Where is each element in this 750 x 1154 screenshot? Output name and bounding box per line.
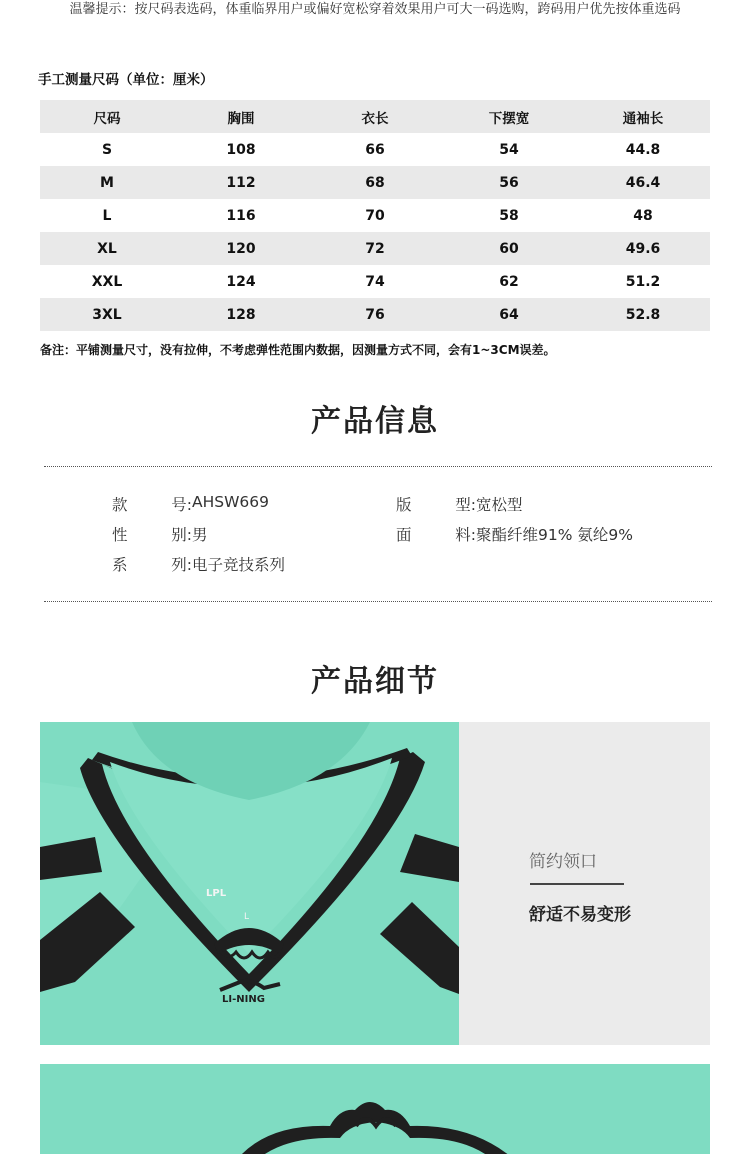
size-label: L <box>244 912 250 922</box>
info-key: 别: <box>171 526 192 544</box>
info-key: 款 <box>112 496 128 514</box>
table-row <box>40 199 710 232</box>
info-value: AHSW669 <box>192 493 270 511</box>
info-key: 系 <box>112 556 128 574</box>
table-cell: 44.8 <box>625 141 661 158</box>
table-cell: 60 <box>499 240 519 257</box>
info-fabric <box>396 523 633 545</box>
size-tip: 温馨提示：按尺码表选码，体重临界用户或偏好宽松穿着效果用户可大一码选购，跨码用户优先按体重选码 <box>69 2 681 17</box>
info-key: 料: <box>455 526 476 544</box>
feature-desc: 舒适不易变形 <box>529 905 631 925</box>
table-cell: 68 <box>365 174 385 191</box>
info-key: 性 <box>112 526 128 544</box>
table-row <box>40 298 710 331</box>
table-cell: 76 <box>365 306 385 323</box>
product-detail-title: 产品细节 <box>311 664 439 699</box>
table-cell: 116 <box>226 207 256 224</box>
table-cell: 48 <box>633 207 653 224</box>
table-cell: 120 <box>226 240 256 257</box>
info-gender <box>112 523 208 545</box>
table-cell: S <box>101 141 113 158</box>
info-value: 电子竞技系列 <box>192 556 286 574</box>
table-cell: 128 <box>226 306 256 323</box>
table-cell: 3XL <box>92 306 122 323</box>
table-cell: 124 <box>226 273 256 290</box>
size-table <box>40 100 710 331</box>
info-key: 型: <box>455 496 476 514</box>
product-info-title: 产品信息 <box>311 404 439 439</box>
table-cell: 54 <box>499 141 519 158</box>
info-style-no <box>112 493 269 515</box>
feature-title: 简约领口 <box>529 852 597 872</box>
divider <box>44 601 712 602</box>
brand-logo: LI-NING <box>222 994 265 1005</box>
table-row <box>40 166 710 199</box>
table-header-row <box>40 100 710 133</box>
info-key: 面 <box>396 526 412 544</box>
table-cell: 51.2 <box>625 273 661 290</box>
table-row <box>40 265 710 298</box>
info-series <box>112 553 285 575</box>
table-cell: 66 <box>365 141 385 158</box>
table-cell: L <box>102 207 112 224</box>
table-cell: 74 <box>365 273 385 290</box>
divider <box>44 466 712 467</box>
table-cell: 52.8 <box>625 306 661 323</box>
info-key: 版 <box>396 496 412 514</box>
table-cell: 49.6 <box>625 240 661 257</box>
emblem-photo <box>40 1064 710 1154</box>
table-row <box>40 133 710 166</box>
table-cell: 56 <box>499 174 519 191</box>
table-cell: 70 <box>365 207 385 224</box>
info-key: 号: <box>171 496 192 514</box>
table-cell: 72 <box>365 240 385 257</box>
header-sleeve: 通袖长 <box>622 110 664 127</box>
table-row <box>40 232 710 265</box>
collar-photo <box>40 722 459 1045</box>
size-chart-title: 手工测量尺码（单位：厘米） <box>38 72 214 88</box>
lpl-label: LPL <box>206 888 227 899</box>
header-length: 衣长 <box>361 110 389 127</box>
table-cell: 64 <box>499 306 519 323</box>
table-cell: XL <box>97 240 117 257</box>
feature-underline <box>530 883 624 885</box>
size-note: 备注：平铺测量尺寸，没有拉伸，不考虑弹性范围内数据，因测量方式不同，会有1~3CM误差。 <box>40 343 556 357</box>
table-cell: 108 <box>226 141 256 158</box>
table-cell: 112 <box>226 174 256 191</box>
feature-panel <box>459 722 710 1045</box>
info-value: 宽松型 <box>476 496 523 514</box>
info-fit <box>396 493 523 515</box>
info-key: 列: <box>171 556 192 574</box>
info-value: 聚酯纤维91% 氨纶9% <box>476 526 633 544</box>
header-hem: 下摆宽 <box>488 110 530 127</box>
table-cell: 46.4 <box>625 174 661 191</box>
jersey-emblem-illustration <box>40 1064 710 1154</box>
table-cell: M <box>100 174 114 191</box>
table-cell: XXL <box>91 273 123 290</box>
table-cell: 62 <box>499 273 519 290</box>
header-size: 尺码 <box>93 110 121 127</box>
table-cell: 58 <box>499 207 519 224</box>
header-chest: 胸围 <box>227 110 255 127</box>
info-value: 男 <box>192 526 208 544</box>
